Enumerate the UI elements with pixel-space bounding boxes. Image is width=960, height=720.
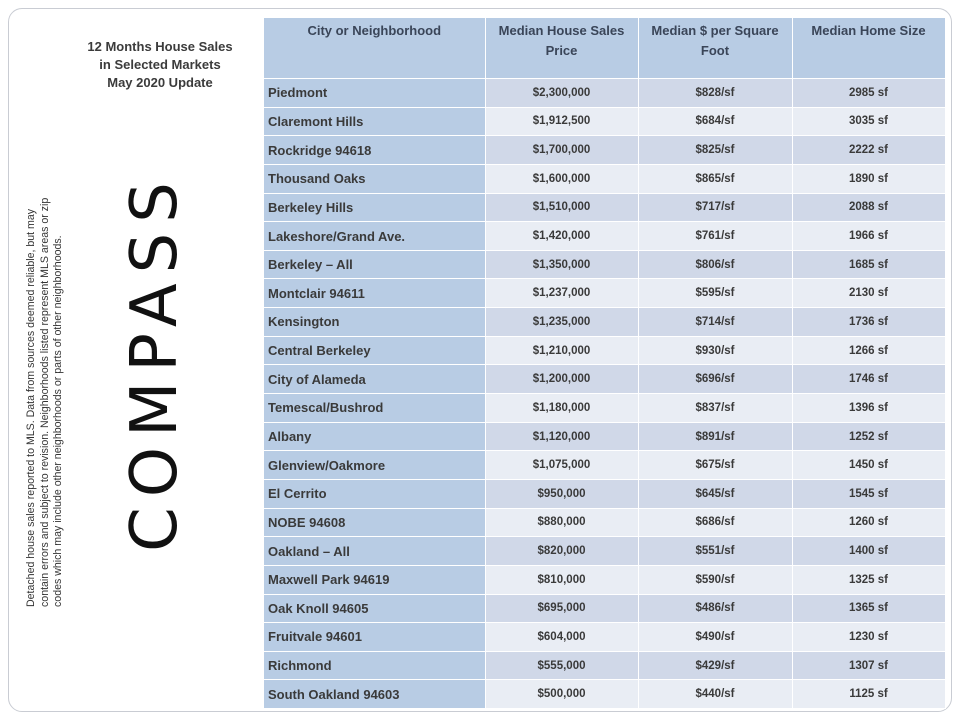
cell-home-size: 1307 sf — [792, 651, 945, 680]
cell-neighborhood: Piedmont — [264, 79, 485, 108]
cell-price-per-sqft: $440/sf — [638, 680, 792, 709]
table-row — [264, 594, 945, 623]
cell-neighborhood: Fruitvale 94601 — [264, 623, 485, 652]
cell-price-per-sqft: $486/sf — [638, 594, 792, 623]
table-row — [264, 136, 945, 165]
cell-price-per-sqft: $837/sf — [638, 394, 792, 423]
cell-neighborhood: Kensington — [264, 308, 485, 337]
table-row — [264, 336, 945, 365]
cell-price-per-sqft: $696/sf — [638, 365, 792, 394]
cell-home-size: 2985 sf — [792, 79, 945, 108]
cell-price-per-sqft: $429/sf — [638, 651, 792, 680]
cell-price: $1,700,000 — [485, 136, 638, 165]
cell-price: $880,000 — [485, 508, 638, 537]
cell-home-size: 2130 sf — [792, 279, 945, 308]
cell-home-size: 1746 sf — [792, 365, 945, 394]
cell-price: $950,000 — [485, 479, 638, 508]
cell-price-per-sqft: $590/sf — [638, 565, 792, 594]
cell-price: $1,200,000 — [485, 365, 638, 394]
report-title — [70, 38, 250, 92]
cell-home-size: 1400 sf — [792, 537, 945, 566]
table-row — [264, 451, 945, 480]
cell-neighborhood: Claremont Hills — [264, 107, 485, 136]
cell-price: $1,420,000 — [485, 222, 638, 251]
cell-home-size: 1396 sf — [792, 394, 945, 423]
table-row — [264, 651, 945, 680]
cell-neighborhood: Thousand Oaks — [264, 164, 485, 193]
cell-price-per-sqft: $675/sf — [638, 451, 792, 480]
cell-price-per-sqft: $490/sf — [638, 623, 792, 652]
compass-logo: COMPASS — [118, 172, 192, 552]
cell-home-size: 2222 sf — [792, 136, 945, 165]
table-row — [264, 623, 945, 652]
cell-neighborhood: El Cerrito — [264, 479, 485, 508]
table-row — [264, 193, 945, 222]
report-title-line: in Selected Markets — [99, 57, 221, 72]
cell-neighborhood: City of Alameda — [264, 365, 485, 394]
table-row — [264, 107, 945, 136]
cell-neighborhood: Lakeshore/Grand Ave. — [264, 222, 485, 251]
column-header-price-per-sqft: Median $ per Square Foot — [638, 18, 792, 79]
cell-price: $810,000 — [485, 565, 638, 594]
table-row — [264, 479, 945, 508]
table-row — [264, 308, 945, 337]
cell-neighborhood: Montclair 94611 — [264, 279, 485, 308]
cell-neighborhood: Berkeley Hills — [264, 193, 485, 222]
cell-price-per-sqft: $865/sf — [638, 164, 792, 193]
table-row — [264, 565, 945, 594]
cell-price-per-sqft: $891/sf — [638, 422, 792, 451]
cell-home-size: 1966 sf — [792, 222, 945, 251]
cell-neighborhood: Maxwell Park 94619 — [264, 565, 485, 594]
cell-home-size: 1230 sf — [792, 623, 945, 652]
table-row — [264, 394, 945, 423]
cell-price: $1,350,000 — [485, 250, 638, 279]
cell-price-per-sqft: $828/sf — [638, 79, 792, 108]
cell-price: $2,300,000 — [485, 79, 638, 108]
table-row — [264, 164, 945, 193]
table-row — [264, 365, 945, 394]
table-row — [264, 508, 945, 537]
cell-price-per-sqft: $645/sf — [638, 479, 792, 508]
cell-home-size: 1325 sf — [792, 565, 945, 594]
cell-price: $555,000 — [485, 651, 638, 680]
cell-price: $1,075,000 — [485, 451, 638, 480]
cell-price-per-sqft: $717/sf — [638, 193, 792, 222]
cell-neighborhood: Oakland – All — [264, 537, 485, 566]
cell-home-size: 1125 sf — [792, 680, 945, 709]
column-header-price: Median House Sales Price — [485, 18, 638, 79]
cell-price: $1,210,000 — [485, 336, 638, 365]
cell-home-size: 1252 sf — [792, 422, 945, 451]
cell-price: $1,912,500 — [485, 107, 638, 136]
cell-price: $500,000 — [485, 680, 638, 709]
cell-price: $1,237,000 — [485, 279, 638, 308]
cell-home-size: 3035 sf — [792, 107, 945, 136]
cell-neighborhood: Central Berkeley — [264, 336, 485, 365]
column-header-neighborhood: City or Neighborhood — [264, 18, 485, 79]
house-sales-table — [264, 18, 946, 709]
cell-neighborhood: Richmond — [264, 651, 485, 680]
cell-price-per-sqft: $930/sf — [638, 336, 792, 365]
cell-price: $1,510,000 — [485, 193, 638, 222]
cell-home-size: 1545 sf — [792, 479, 945, 508]
cell-neighborhood: South Oakland 94603 — [264, 680, 485, 709]
cell-price-per-sqft: $806/sf — [638, 250, 792, 279]
table-row — [264, 222, 945, 251]
disclaimer-line: contain errors and subject to revision. Neighborhoods listed represent MLS areas or zip — [38, 197, 51, 607]
disclaimer-line: codes which may include other neighborhoods or parts of other neighborhoods. — [52, 235, 64, 607]
table-row — [264, 680, 945, 709]
cell-price: $1,120,000 — [485, 422, 638, 451]
cell-home-size: 1266 sf — [792, 336, 945, 365]
cell-home-size: 1736 sf — [792, 308, 945, 337]
table-header-row — [264, 18, 945, 79]
cell-price-per-sqft: $714/sf — [638, 308, 792, 337]
cell-home-size: 2088 sf — [792, 193, 945, 222]
cell-neighborhood: Oak Knoll 94605 — [264, 594, 485, 623]
cell-price: $695,000 — [485, 594, 638, 623]
cell-home-size: 1685 sf — [792, 250, 945, 279]
cell-price-per-sqft: $551/sf — [638, 537, 792, 566]
cell-price: $1,180,000 — [485, 394, 638, 423]
column-header-home-size: Median Home Size — [792, 18, 945, 79]
cell-price: $820,000 — [485, 537, 638, 566]
cell-home-size: 1365 sf — [792, 594, 945, 623]
cell-home-size: 1260 sf — [792, 508, 945, 537]
cell-neighborhood: Rockridge 94618 — [264, 136, 485, 165]
cell-price-per-sqft: $825/sf — [638, 136, 792, 165]
cell-home-size: 1450 sf — [792, 451, 945, 480]
cell-neighborhood: NOBE 94608 — [264, 508, 485, 537]
report-title-line: 12 Months House Sales — [87, 39, 233, 54]
cell-price: $604,000 — [485, 623, 638, 652]
cell-home-size: 1890 sf — [792, 164, 945, 193]
cell-price-per-sqft: $761/sf — [638, 222, 792, 251]
cell-neighborhood: Berkeley – All — [264, 250, 485, 279]
table-row — [264, 250, 945, 279]
cell-neighborhood: Temescal/Bushrod — [264, 394, 485, 423]
cell-neighborhood: Glenview/Oakmore — [264, 451, 485, 480]
cell-price: $1,235,000 — [485, 308, 638, 337]
table-row — [264, 422, 945, 451]
cell-price-per-sqft: $686/sf — [638, 508, 792, 537]
cell-price-per-sqft: $684/sf — [638, 107, 792, 136]
table-row — [264, 79, 945, 108]
cell-price: $1,600,000 — [485, 164, 638, 193]
disclaimer-line: Detached house sales reported to MLS. Data from sources deemed reliable, but may — [25, 208, 37, 607]
disclaimer-note — [25, 137, 79, 607]
report-title-line: May 2020 Update — [107, 75, 213, 90]
cell-neighborhood: Albany — [264, 422, 485, 451]
table-row — [264, 537, 945, 566]
cell-price-per-sqft: $595/sf — [638, 279, 792, 308]
table-row — [264, 279, 945, 308]
